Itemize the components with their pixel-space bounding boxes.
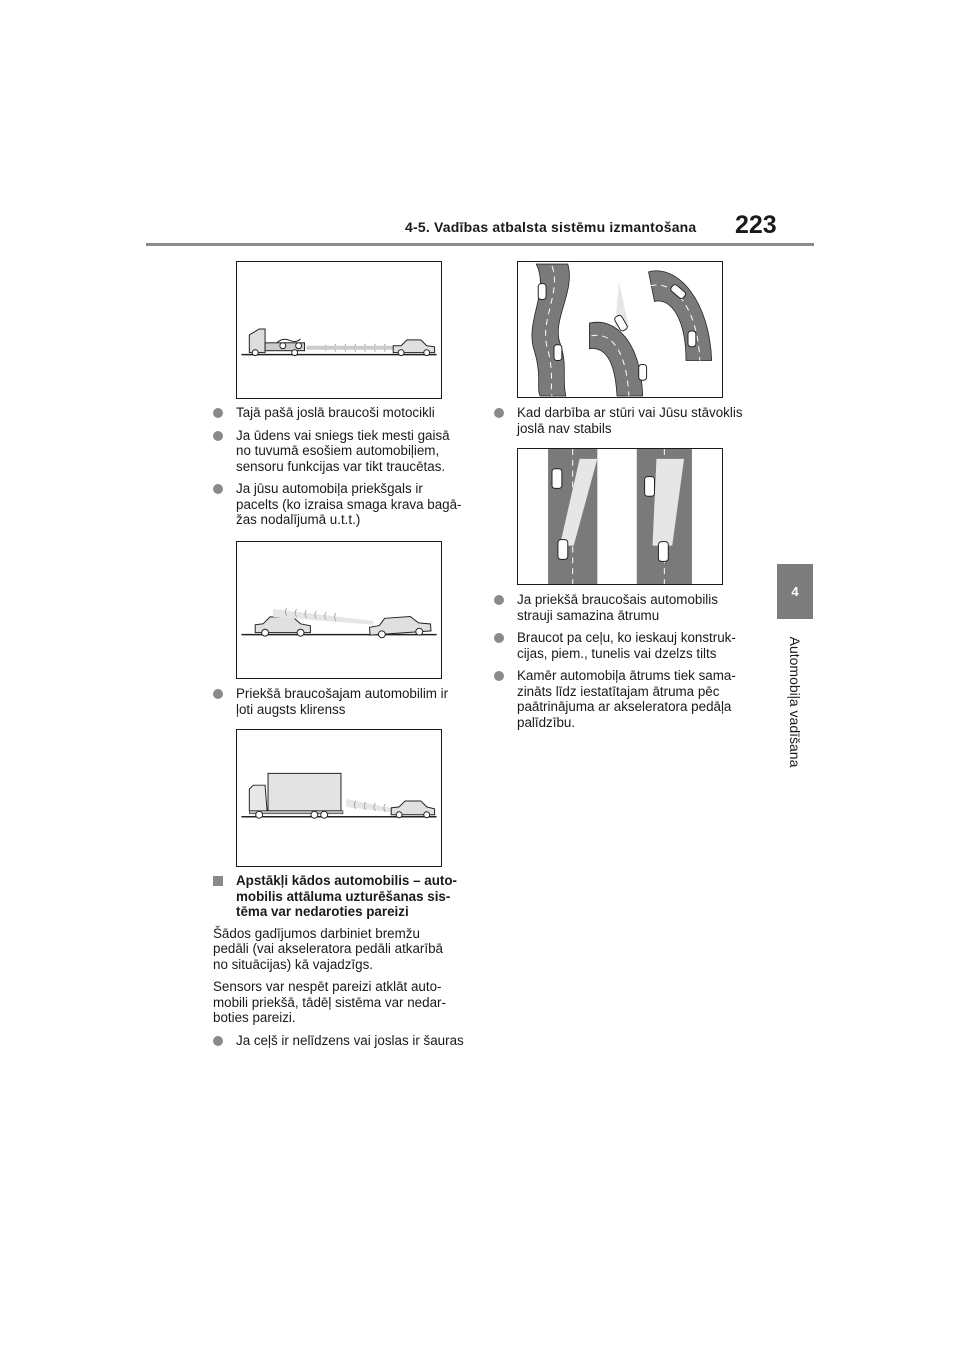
bullet-dot-icon — [213, 689, 223, 699]
chapter-title: Automobiļa vadīšana — [787, 636, 803, 768]
list-item-text: Kad darbība ar stūri vai Jūsu stāvoklis joslā nav stabils — [517, 405, 743, 436]
bullet-dot-icon — [494, 671, 504, 681]
left-text-c — [213, 873, 475, 1048]
bullet-dot-icon — [494, 595, 504, 605]
page-number: 223 — [735, 211, 777, 239]
chapter-tab — [777, 564, 813, 619]
list-item-text: Ja ceļš ir nelīdzens vai joslas ir šauras — [236, 1032, 464, 1048]
truck-illustration — [237, 730, 441, 866]
bullet-dot-icon — [213, 1036, 223, 1046]
list-item — [213, 405, 475, 421]
bullet-dot-icon — [213, 431, 223, 441]
list-item-text: Ja jūsu automobiļa priekšgals ir pacelts (ko izraisa smaga krava bagā- žas nodalījumā u.t.t.) — [236, 481, 462, 527]
list-item-text: Kamēr automobiļa ātrums tiek sama- zināts līdz iestatītajam ātruma pēc paātrinājuma ar akseleratora pedāļa palīdzību. — [517, 668, 736, 730]
chapter-number: 4 — [791, 584, 799, 599]
list-item-text: Ja ūdens vai sniegs tiek mesti gaisā no tuvumā esošiem automobiļiem, sensoru funkcijas var tikt traucētas. — [236, 427, 450, 474]
list-item — [213, 1033, 475, 1049]
left-bullets-a — [213, 405, 475, 528]
section-heading-text: Apstākļi kādos automobilis – auto- mobilis attāluma uzturēšanas sis- tēma var nedaroties pareizi — [236, 873, 457, 919]
towing-illustration — [237, 262, 441, 398]
header-rule — [146, 243, 814, 246]
bullet-dot-icon — [494, 408, 504, 418]
bullet-dot-icon — [213, 484, 223, 494]
list-item — [213, 686, 475, 717]
right-bullet-a — [494, 405, 756, 436]
left-bullet-b — [213, 686, 475, 717]
figure-raised-vehicle — [236, 541, 442, 679]
figure-towing-vehicle — [236, 261, 442, 399]
bullet-dot-icon — [213, 408, 223, 418]
paragraph: Šādos gadījumos darbiniet bremžu pedāli (vai akseleratora pedāli atkarībā no situācijas) kā vajadzīgs. — [213, 925, 444, 972]
figure-curved-roads — [517, 261, 723, 398]
right-bullets-b — [494, 592, 756, 730]
curved-roads-illustration — [518, 262, 722, 397]
figure-high-clearance-truck — [236, 729, 442, 867]
paragraph: Sensors var nespēt pareizi atklāt auto- mobili priekšā, tādēļ sistēma var nedar- boties pareizi. — [213, 979, 446, 1025]
section-heading — [213, 873, 475, 920]
list-item — [213, 428, 475, 475]
lane-position-illustration — [518, 449, 722, 584]
square-bullet-icon — [213, 876, 223, 886]
section-title: 4-5. Vadības atbalsta sistēmu izmantošana — [405, 219, 697, 235]
list-item-text: Priekšā braucošajam automobilim ir ļoti augsts klirenss — [236, 686, 449, 717]
list-item — [213, 481, 475, 528]
list-item — [494, 592, 756, 623]
list-item-text: Ja priekšā braucošais automobilis strauji samazina ātrumu — [517, 592, 718, 623]
list-item — [494, 405, 756, 436]
bullet-dot-icon — [494, 633, 504, 643]
list-item — [494, 630, 756, 661]
figure-lane-position — [517, 448, 723, 585]
list-item — [494, 668, 756, 730]
list-item-text: Braucot pa ceļu, ko ieskauj konstruk- cijas, piem., tunelis vai dzelzs tilts — [517, 630, 736, 661]
raised-vehicle-illustration — [237, 542, 441, 678]
list-item-text: Tajā pašā joslā braucoši motocikli — [236, 405, 435, 420]
